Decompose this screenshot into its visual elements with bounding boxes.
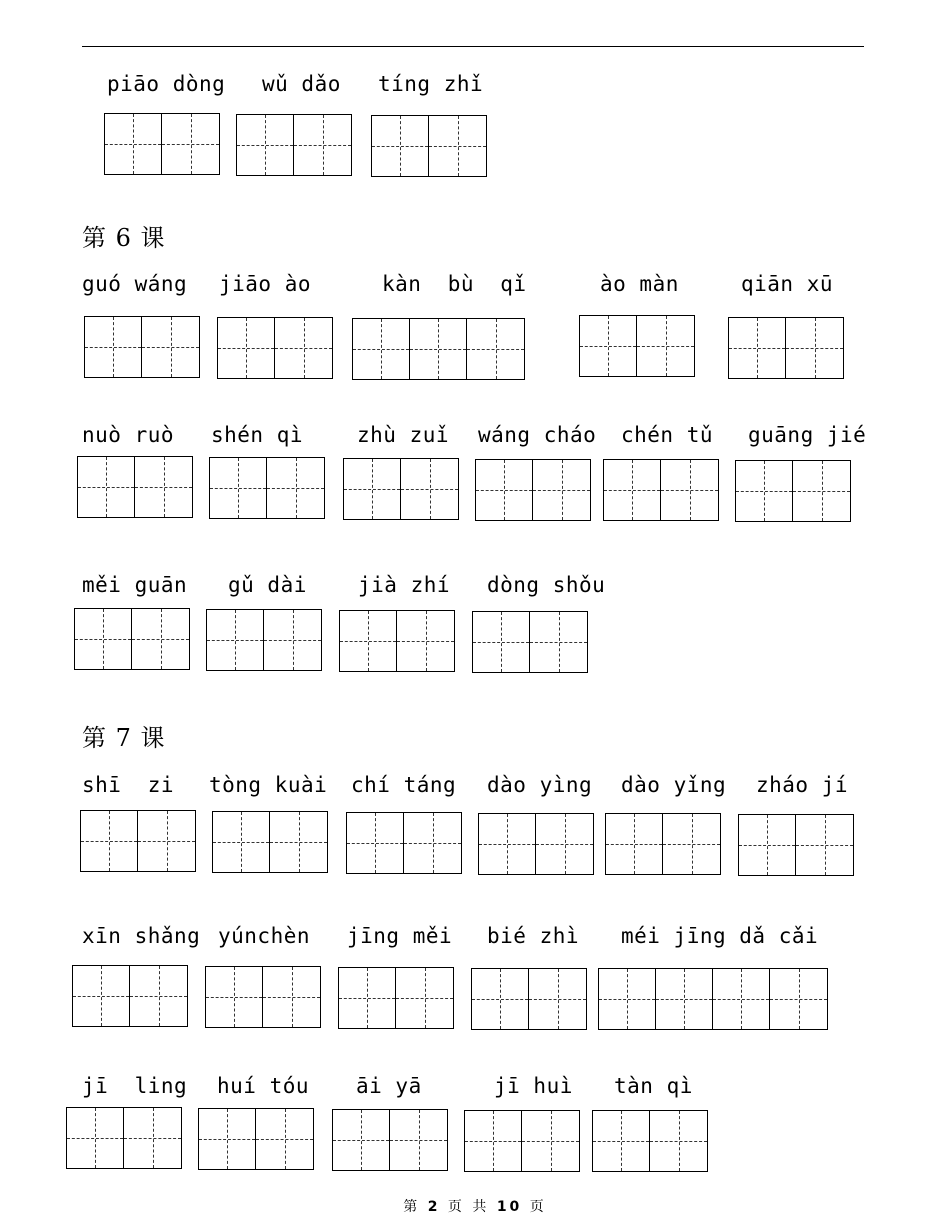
writing-grid[interactable]	[579, 315, 695, 377]
character-cell[interactable]	[473, 612, 530, 672]
character-cell[interactable]	[465, 1111, 522, 1171]
character-cell[interactable]	[237, 115, 294, 175]
character-cell[interactable]	[736, 461, 793, 521]
character-cell[interactable]	[267, 458, 324, 518]
pinyin-label: měi guān	[82, 573, 188, 597]
character-cell[interactable]	[218, 318, 275, 378]
character-cell[interactable]	[210, 458, 267, 518]
character-cell[interactable]	[536, 814, 593, 874]
character-cell[interactable]	[529, 969, 586, 1029]
character-cell[interactable]	[85, 317, 142, 377]
character-cell[interactable]	[162, 114, 219, 174]
character-cell[interactable]	[67, 1108, 124, 1168]
character-cell[interactable]	[207, 610, 264, 670]
character-cell[interactable]	[270, 812, 327, 872]
character-cell[interactable]	[75, 609, 132, 669]
character-cell[interactable]	[637, 316, 694, 376]
pinyin-label: tòng kuài	[209, 773, 328, 797]
writing-grid[interactable]	[206, 609, 322, 671]
pinyin-label: jī huì	[494, 1074, 573, 1098]
character-cell[interactable]	[467, 319, 524, 379]
pinyin-label: guāng jié	[748, 423, 867, 447]
pinyin-label: piāo dòng	[107, 72, 226, 96]
footer-post: 页	[529, 1199, 547, 1215]
pinyin-label: chí táng	[351, 773, 457, 797]
writing-grid[interactable]	[84, 316, 200, 378]
writing-grid[interactable]	[738, 814, 854, 876]
footer-mid: 页 共	[447, 1199, 490, 1215]
writing-grid[interactable]	[217, 317, 333, 379]
pinyin-label: āi yā	[356, 1074, 422, 1098]
lesson-heading: 第 7 课	[82, 724, 166, 752]
writing-grid[interactable]	[346, 812, 462, 874]
character-cell[interactable]	[713, 969, 770, 1029]
pinyin-label: dòng shǒu	[487, 573, 606, 597]
writing-grid[interactable]	[77, 456, 193, 518]
writing-grid[interactable]	[205, 966, 321, 1028]
character-cell[interactable]	[339, 968, 396, 1028]
pinyin-label: ào màn	[600, 272, 679, 296]
writing-grid[interactable]	[72, 965, 188, 1027]
character-cell[interactable]	[333, 1110, 390, 1170]
pinyin-label: nuò ruò	[82, 423, 175, 447]
pinyin-label: guó wáng	[82, 272, 188, 296]
header-rule	[82, 46, 864, 47]
character-cell[interactable]	[256, 1109, 313, 1169]
writing-grid[interactable]	[66, 1107, 182, 1169]
character-cell[interactable]	[78, 457, 135, 517]
character-cell[interactable]	[396, 968, 453, 1028]
character-cell[interactable]	[347, 813, 404, 873]
character-cell[interactable]	[294, 115, 351, 175]
pinyin-label: qiān xū	[741, 272, 834, 296]
writing-grid[interactable]	[728, 317, 844, 379]
character-cell[interactable]	[404, 813, 461, 873]
character-cell[interactable]	[429, 116, 486, 176]
pinyin-label: xīn shǎng	[82, 924, 201, 948]
character-cell[interactable]	[264, 610, 321, 670]
pinyin-label: jīng měi	[347, 924, 453, 948]
character-cell[interactable]	[124, 1108, 181, 1168]
writing-grid[interactable]	[332, 1109, 448, 1171]
character-cell[interactable]	[656, 969, 713, 1029]
pinyin-label: zhù zuǐ	[357, 423, 450, 447]
pinyin-label: tàn qì	[614, 1074, 693, 1098]
character-cell[interactable]	[593, 1111, 650, 1171]
page-total: 10	[496, 1199, 523, 1215]
page-footer	[0, 1196, 950, 1216]
character-cell[interactable]	[479, 814, 536, 874]
pinyin-label: yúnchèn	[218, 924, 311, 948]
character-cell[interactable]	[213, 812, 270, 872]
pinyin-label: bié zhì	[487, 924, 580, 948]
character-cell[interactable]	[522, 1111, 579, 1171]
pinyin-label: chén tǔ	[621, 423, 714, 447]
character-cell[interactable]	[353, 319, 410, 379]
character-cell[interactable]	[135, 457, 192, 517]
pinyin-label: zháo jí	[756, 773, 849, 797]
character-cell[interactable]	[796, 815, 853, 875]
character-cell[interactable]	[397, 611, 454, 671]
pinyin-label: shén qì	[211, 423, 304, 447]
writing-grid[interactable]	[605, 813, 721, 875]
character-cell[interactable]	[533, 460, 590, 520]
pinyin-label: jià zhí	[358, 573, 451, 597]
pinyin-label: wáng cháo	[478, 423, 597, 447]
writing-grid[interactable]	[198, 1108, 314, 1170]
character-cell[interactable]	[476, 460, 533, 520]
character-cell[interactable]	[650, 1111, 707, 1171]
character-cell[interactable]	[142, 317, 199, 377]
character-cell[interactable]	[410, 319, 467, 379]
footer-pre: 第	[403, 1199, 421, 1215]
pinyin-label: gǔ dài	[228, 573, 307, 597]
writing-grid[interactable]	[471, 968, 587, 1030]
writing-grid[interactable]	[735, 460, 851, 522]
pinyin-label: méi jīng dǎ cǎi	[621, 924, 819, 948]
writing-grid[interactable]	[603, 459, 719, 521]
pinyin-label: tíng zhǐ	[378, 72, 484, 96]
character-cell[interactable]	[530, 612, 587, 672]
character-cell[interactable]	[472, 969, 529, 1029]
character-cell[interactable]	[372, 116, 429, 176]
character-cell[interactable]	[390, 1110, 447, 1170]
character-cell[interactable]	[206, 967, 263, 1027]
pinyin-label: jiāo ào	[219, 272, 312, 296]
character-cell[interactable]	[132, 609, 189, 669]
writing-grid[interactable]	[352, 318, 525, 380]
writing-grid[interactable]	[343, 458, 459, 520]
writing-grid[interactable]	[338, 967, 454, 1029]
writing-grid[interactable]	[371, 115, 487, 177]
character-cell[interactable]	[73, 966, 130, 1026]
character-cell[interactable]	[786, 318, 843, 378]
character-cell[interactable]	[199, 1109, 256, 1169]
character-cell[interactable]	[263, 967, 320, 1027]
writing-grid[interactable]	[472, 611, 588, 673]
writing-grid[interactable]	[339, 610, 455, 672]
writing-grid[interactable]	[236, 114, 352, 176]
character-cell[interactable]	[138, 811, 195, 871]
character-cell[interactable]	[401, 459, 458, 519]
writing-grid[interactable]	[209, 457, 325, 519]
pinyin-label: huí tóu	[217, 1074, 310, 1098]
character-cell[interactable]	[275, 318, 332, 378]
lesson-heading: 第 6 课	[82, 224, 166, 252]
writing-grid[interactable]	[212, 811, 328, 873]
pinyin-label: dào yìng	[487, 773, 593, 797]
character-cell[interactable]	[770, 969, 827, 1029]
character-cell[interactable]	[793, 461, 850, 521]
pinyin-label: shī zi	[82, 773, 175, 797]
character-cell[interactable]	[661, 460, 718, 520]
writing-grid[interactable]	[74, 608, 190, 670]
character-cell[interactable]	[606, 814, 663, 874]
character-cell[interactable]	[663, 814, 720, 874]
writing-grid[interactable]	[104, 113, 220, 175]
character-cell[interactable]	[604, 460, 661, 520]
character-cell[interactable]	[344, 459, 401, 519]
character-cell[interactable]	[340, 611, 397, 671]
pinyin-label: jī ling	[82, 1074, 188, 1098]
pinyin-label: kàn bù qǐ	[382, 272, 527, 296]
character-cell[interactable]	[599, 969, 656, 1029]
writing-grid[interactable]	[80, 810, 196, 872]
writing-grid[interactable]	[478, 813, 594, 875]
writing-grid[interactable]	[598, 968, 828, 1030]
page-number: 2	[427, 1199, 441, 1215]
writing-grid[interactable]	[464, 1110, 580, 1172]
character-cell[interactable]	[105, 114, 162, 174]
writing-grid[interactable]	[475, 459, 591, 521]
character-cell[interactable]	[130, 966, 187, 1026]
pinyin-label: dào yǐng	[621, 773, 727, 797]
writing-grid[interactable]	[592, 1110, 708, 1172]
character-cell[interactable]	[729, 318, 786, 378]
character-cell[interactable]	[81, 811, 138, 871]
character-cell[interactable]	[580, 316, 637, 376]
pinyin-label: wǔ dǎo	[262, 72, 341, 96]
character-cell[interactable]	[739, 815, 796, 875]
